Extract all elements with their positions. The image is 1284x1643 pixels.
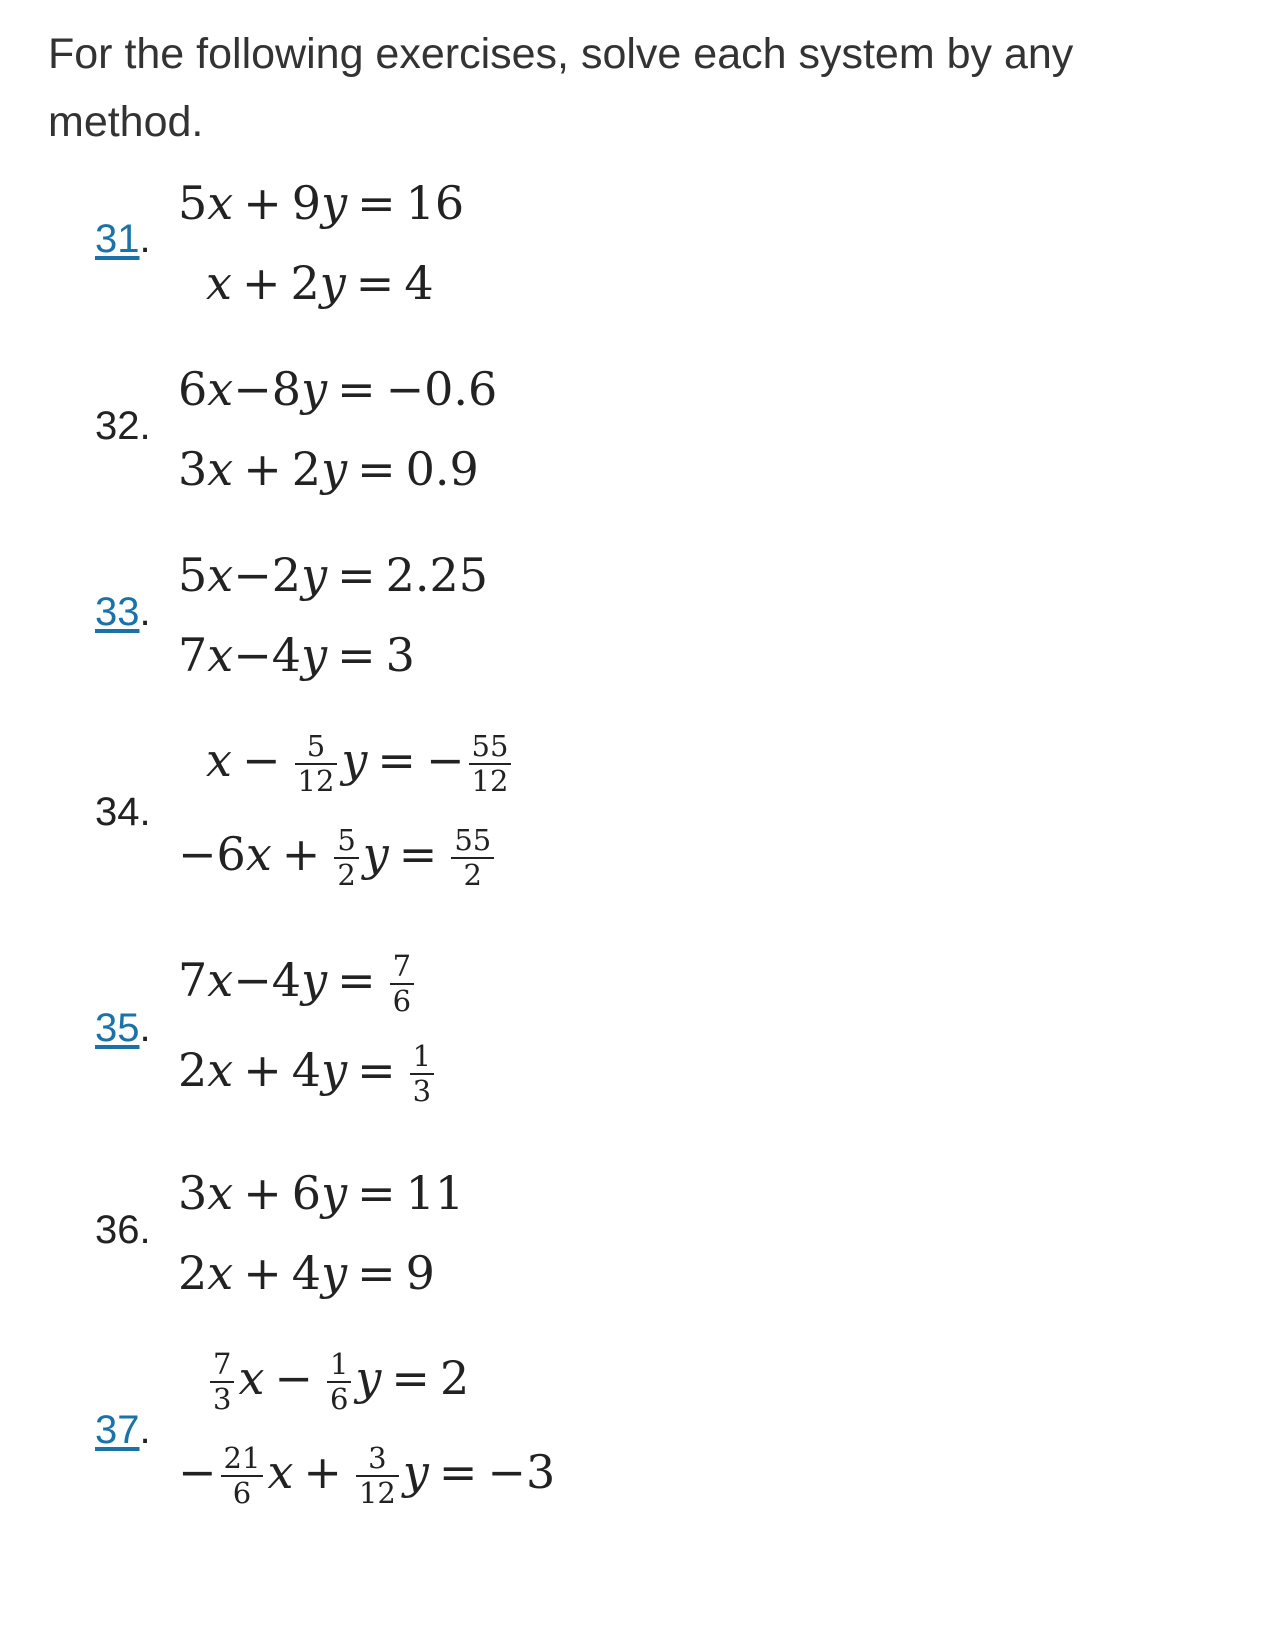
instructions-text: For the following exercises, solve each system by any method.	[48, 30, 1074, 146]
exercise-36	[0, 1150, 1284, 1330]
exercise-34	[0, 722, 1284, 902]
fraction: $\frac{7}{6}$	[390, 952, 414, 1016]
exercise-31	[0, 160, 1284, 340]
exercise-37	[0, 1340, 1284, 1520]
equation-1: 5x−2y = 2.25	[178, 548, 489, 602]
exercise-number: 32.	[95, 404, 151, 448]
exercise-32	[0, 346, 1284, 526]
fraction: $\frac{5}{12}$	[295, 732, 338, 796]
equation-2: 7x−4y = 3	[178, 628, 415, 682]
equation-1: 5x + 9y = 16	[178, 176, 465, 230]
equation-2: 2x + 4y = 9	[178, 1246, 435, 1300]
fraction: $\frac{5}{2}$	[334, 826, 358, 890]
equation-2: 3x + 2y = 0.9	[178, 442, 479, 496]
exercise-33	[0, 532, 1284, 712]
fraction: $\frac{21}{6}$	[221, 1444, 264, 1508]
equation-2: − $\frac{21}{6}$ x + $\frac{3}{12}$ y = −3	[178, 1441, 556, 1510]
exercise-link-37[interactable]: 37	[95, 1408, 140, 1452]
exercise-number: 31.	[95, 217, 151, 261]
exercise-number: 33.	[95, 590, 151, 634]
equation-1: $\frac{7}{3}$ x − $\frac{1}{6}$ y = 2	[206, 1350, 469, 1414]
equation-1: 7x−4y = $\frac{7}{6}$	[178, 952, 418, 1016]
fraction: $\frac{55}{2}$	[451, 826, 494, 890]
exercise-35	[0, 938, 1284, 1118]
exercise-number: 35.	[95, 1006, 151, 1050]
fraction: $\frac{7}{3}$	[210, 1350, 234, 1414]
fraction: $\frac{3}{12}$	[356, 1444, 399, 1508]
fraction: $\frac{55}{12}$	[469, 732, 512, 796]
exercise-number: 36.	[95, 1208, 151, 1252]
exercise-link-33[interactable]: 33	[95, 590, 140, 634]
exercise-link-31[interactable]: 31	[95, 217, 140, 261]
equation-1: 6x−8y = −0.6	[178, 362, 498, 416]
equation-2: x + 2y = 4	[206, 256, 434, 310]
fraction: $\frac{1}{6}$	[327, 1350, 351, 1414]
fraction: $\frac{1}{3}$	[410, 1042, 434, 1106]
exercise-link-35[interactable]: 35	[95, 1006, 140, 1050]
equation-2: −6x + $\frac{5}{2}$ y = $\frac{55}{2}$	[178, 826, 498, 890]
equation-2: 2x + 4y = $\frac{1}{3}$	[178, 1042, 438, 1106]
equation-1: x − $\frac{5}{12}$ y = − $\frac{55}{12}$	[206, 732, 515, 796]
exercise-number: 37.	[95, 1408, 151, 1452]
exercise-number: 34.	[95, 790, 151, 834]
equation-1: 3x + 6y = 11	[178, 1166, 465, 1220]
